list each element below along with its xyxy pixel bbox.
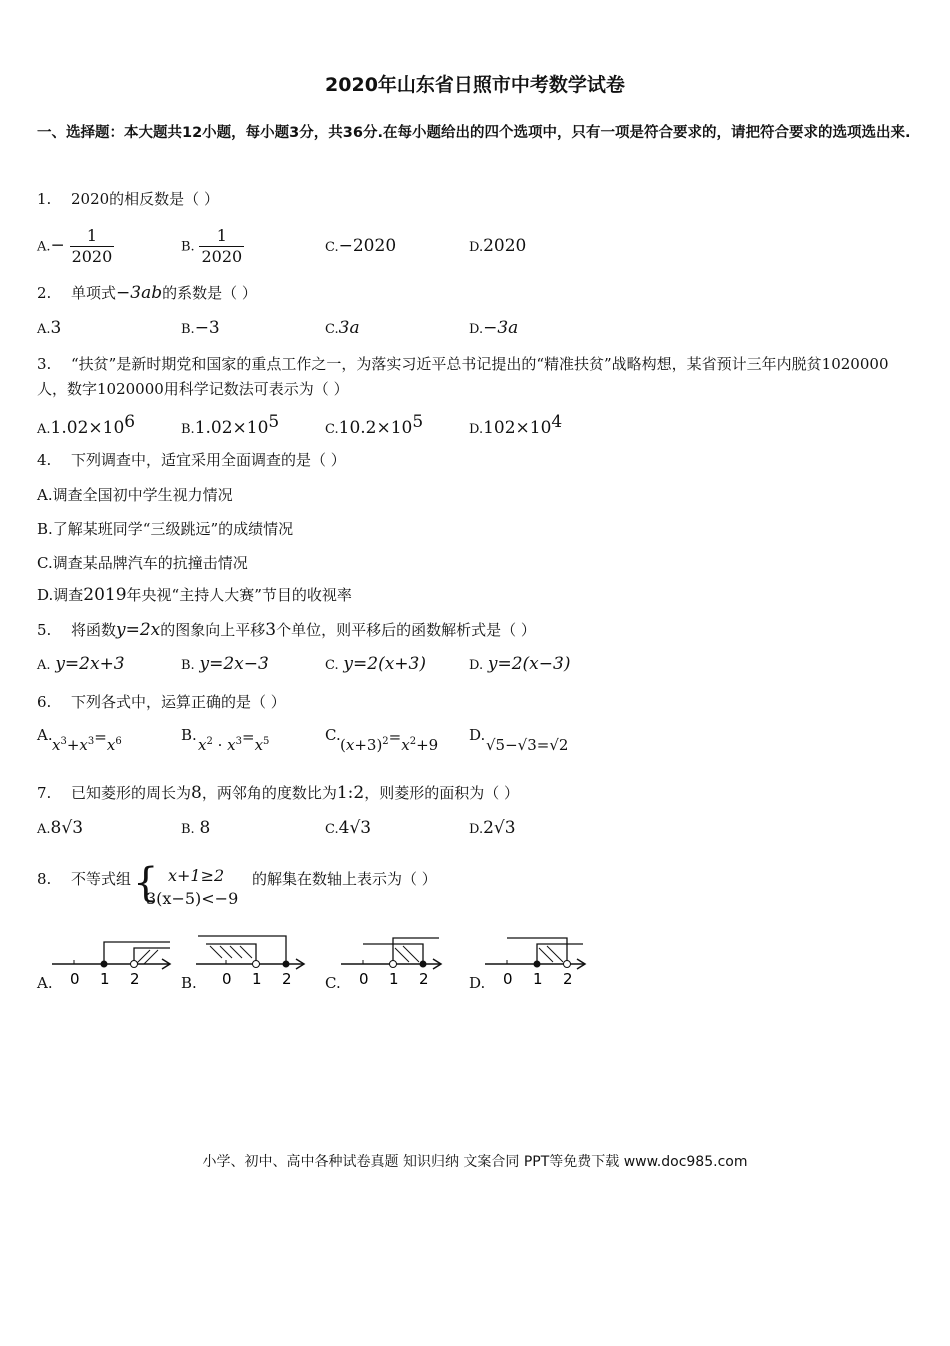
option-letter: C.	[325, 822, 339, 837]
question-stem: 的解集在数轴上表示为（ ）	[252, 870, 437, 888]
q7-option-a	[37, 818, 83, 838]
perimeter-value: 8	[191, 783, 202, 803]
question-number: 6.	[37, 693, 52, 711]
option-letter: B.	[181, 658, 195, 673]
q3-option-c	[325, 412, 423, 438]
fraction	[199, 226, 244, 267]
q7-option-d	[469, 818, 516, 838]
footer-text: 小学、初中、高中各种试卷真题 知识归纳 文案合同 PPT等免费下载 www.doc985.com	[202, 1154, 748, 1170]
q5-option-a	[37, 654, 125, 674]
q3-option-a	[37, 412, 135, 438]
option-letter: C.	[325, 322, 339, 337]
q7-option-c	[325, 818, 371, 838]
denominator: 2020	[201, 247, 243, 266]
exponent: 5	[412, 412, 424, 432]
q6-option-a-letter: A.	[37, 726, 53, 744]
q3-option-b	[181, 412, 279, 438]
question-5	[37, 619, 536, 640]
question-stem: 2020的相反数是（ ）	[71, 190, 219, 208]
option-value: y=2(x+3)	[343, 654, 426, 674]
question-stem: 单项式	[71, 284, 117, 302]
question-1	[37, 188, 219, 209]
q8-option-d-letter: D.	[469, 974, 486, 992]
question-number: 1.	[37, 190, 52, 208]
tick-label: 2	[282, 970, 292, 988]
option-letter: D.	[469, 822, 484, 837]
option-letter: D.	[469, 240, 484, 255]
q6-option-c-expr: $(x+3)^2=x^2+9$	[340, 728, 439, 754]
denominator: 2020	[71, 247, 113, 266]
question-stem: 下列调查中，适宜采用全面调查的是（ ）	[71, 451, 346, 469]
q4-option-c: C.调查某品牌汽车的抗撞击情况	[37, 554, 248, 572]
shift-value: 3	[265, 620, 277, 640]
option-value: y=2x+3	[55, 654, 125, 674]
option-letter: B.	[181, 822, 195, 837]
q4-option-a: A.调查全国初中学生视力情况	[37, 486, 233, 504]
q6-option-c-letter: C.	[325, 726, 341, 744]
tick-label: 0	[503, 970, 513, 988]
option-value: 10.2×10	[338, 418, 413, 438]
option-letter: D.	[469, 322, 484, 337]
q8-option-a-numberline	[52, 938, 177, 988]
question-number: 4.	[37, 451, 52, 469]
q2-option-a	[37, 318, 61, 338]
option-value: y=2x−3	[199, 654, 269, 674]
q1-option-c	[325, 236, 396, 256]
option-value: y=2(x−3)	[487, 654, 571, 674]
option-letter: B.	[181, 422, 195, 437]
fraction	[70, 226, 115, 267]
exponent: 5	[268, 412, 280, 432]
question-stem: 的系数是（ ）	[162, 284, 257, 302]
tick-label: 1	[252, 970, 262, 988]
q6-option-a-expr: $x^3+x^3=x^6$	[52, 728, 122, 754]
option-letter: A.	[37, 822, 51, 837]
option-value: 1.02×10	[194, 418, 269, 438]
q5-option-b	[181, 654, 269, 674]
question-number: 7.	[37, 784, 52, 802]
question-number: 8.	[37, 870, 52, 888]
question-number: 5.	[37, 621, 52, 639]
sqrt3: √3	[349, 818, 372, 838]
ratio-value: 1:2	[336, 783, 365, 803]
option-letter: C.	[325, 422, 339, 437]
option-value: −3	[194, 318, 220, 338]
option-letter: B.	[181, 322, 195, 337]
question-stem: “扶贫”是新时期党和国家的重点工作之一，为落实习近平总书记提出的“精准扶贫”战略构想，某省预计三年内脱贫1020000人，数字1020000用科学记数法可表示为（ ）	[37, 355, 889, 398]
option-value: −3a	[483, 318, 519, 338]
question-stem: 个单位，则平移后的函数解析式是（ ）	[276, 621, 536, 639]
question-2	[37, 282, 257, 303]
q8-option-a-letter: A.	[37, 974, 53, 992]
numerator: 1	[70, 226, 115, 247]
system-brace: {	[133, 860, 159, 906]
option-value: −2020	[338, 236, 397, 256]
q6-option-b-letter: B.	[181, 726, 197, 744]
question-stem: ，则菱形的面积为（ ）	[364, 784, 519, 802]
q2-option-c	[325, 318, 360, 338]
option-letter: C.	[325, 658, 339, 673]
inequality-1: x+1≥2	[168, 866, 225, 885]
q6-option-d-expr: √5−√3=√2	[486, 736, 569, 754]
tick-label: 2	[563, 970, 573, 988]
q6-option-d-letter: D.	[469, 726, 486, 744]
q5-option-c	[325, 654, 426, 674]
sqrt3: √3	[493, 818, 516, 838]
question-7	[37, 782, 519, 803]
question-stem: 已知菱形的周长为	[71, 784, 192, 802]
q6-option-b-expr: $x^2 \cdot x^3=x^5$	[198, 728, 270, 754]
sqrt3: √3	[61, 818, 84, 838]
tick-label: 1	[533, 970, 543, 988]
option-letter: B.	[181, 239, 195, 255]
exponent: 4	[551, 412, 563, 432]
q4-option-b: B.了解某班同学“三级跳远”的成绩情况	[37, 520, 294, 538]
option-value: 102×10	[483, 418, 552, 438]
tick-label: 1	[100, 970, 110, 988]
q8-option-c-letter: C.	[325, 974, 341, 992]
q4-option-d	[37, 584, 352, 605]
q1-option-d	[469, 236, 526, 256]
question-stem: 不等式组	[71, 870, 132, 888]
q2-option-b	[181, 318, 220, 338]
q2-option-d	[469, 318, 518, 338]
tick-label: 1	[389, 970, 399, 988]
q3-option-d	[469, 412, 562, 438]
option-letter: A.	[37, 239, 51, 255]
q1-option-a	[37, 226, 114, 267]
q1-option-b	[181, 226, 244, 267]
option-letter: A.	[37, 322, 51, 337]
question-3	[37, 352, 917, 402]
section-heading: 一、选择题：本大题共12小题，每小题3分，共36分.在每小题给出的四个选项中，只有一项是符合要求的，请把符合要求的选项选出来.	[37, 125, 911, 141]
option-letter: A.	[37, 658, 51, 673]
coefficient: 2	[483, 818, 494, 838]
q8-option-c-numberline	[341, 934, 451, 988]
option-value: 3a	[338, 318, 360, 338]
q7-option-b	[181, 818, 210, 838]
inequality-2: 3(x−5)<−9	[146, 889, 239, 908]
option-letter: D.	[469, 658, 484, 673]
tick-label: 2	[130, 970, 140, 988]
question-number: 2.	[37, 284, 52, 302]
coefficient: 4	[338, 818, 350, 838]
option-text: 年央视“主持人大赛”节目的收视率	[126, 586, 352, 604]
q5-option-d	[469, 654, 570, 674]
minus-sign: −	[50, 235, 65, 256]
expression: −3ab	[116, 283, 163, 303]
option-letter: A.	[37, 422, 51, 437]
q8-option-d-numberline	[485, 934, 595, 988]
question-6	[37, 691, 286, 712]
expression: y=2x	[116, 620, 161, 640]
question-stem: 下列各式中，运算正确的是（ ）	[71, 693, 286, 711]
question-8	[37, 868, 131, 889]
question-stem: 的图象向上平移	[160, 621, 266, 639]
option-text: D.调查	[37, 586, 84, 604]
q8-option-b-letter: B.	[181, 974, 197, 992]
q8-option-b-numberline	[196, 932, 311, 988]
option-letter: C.	[325, 240, 339, 255]
numerator: 1	[199, 226, 244, 247]
exponent: 6	[124, 412, 136, 432]
tick-label: 0	[70, 970, 80, 988]
tick-label: 0	[222, 970, 232, 988]
tick-label: 0	[359, 970, 369, 988]
year: 2019	[83, 585, 127, 605]
option-value: 1.02×10	[50, 418, 125, 438]
question-4	[37, 449, 346, 470]
tick-label: 2	[419, 970, 429, 988]
option-value: 3	[50, 318, 62, 338]
coefficient: 8	[50, 818, 62, 838]
option-value: 2020	[483, 236, 527, 256]
page-title: 2020年山东省日照市中考数学试卷	[325, 74, 625, 96]
question-stem: 将函数	[71, 621, 117, 639]
question-number: 3.	[37, 355, 52, 373]
option-letter: D.	[469, 422, 484, 437]
question-stem: ，两邻角的度数比为	[201, 784, 337, 802]
option-value: 8	[199, 818, 211, 838]
